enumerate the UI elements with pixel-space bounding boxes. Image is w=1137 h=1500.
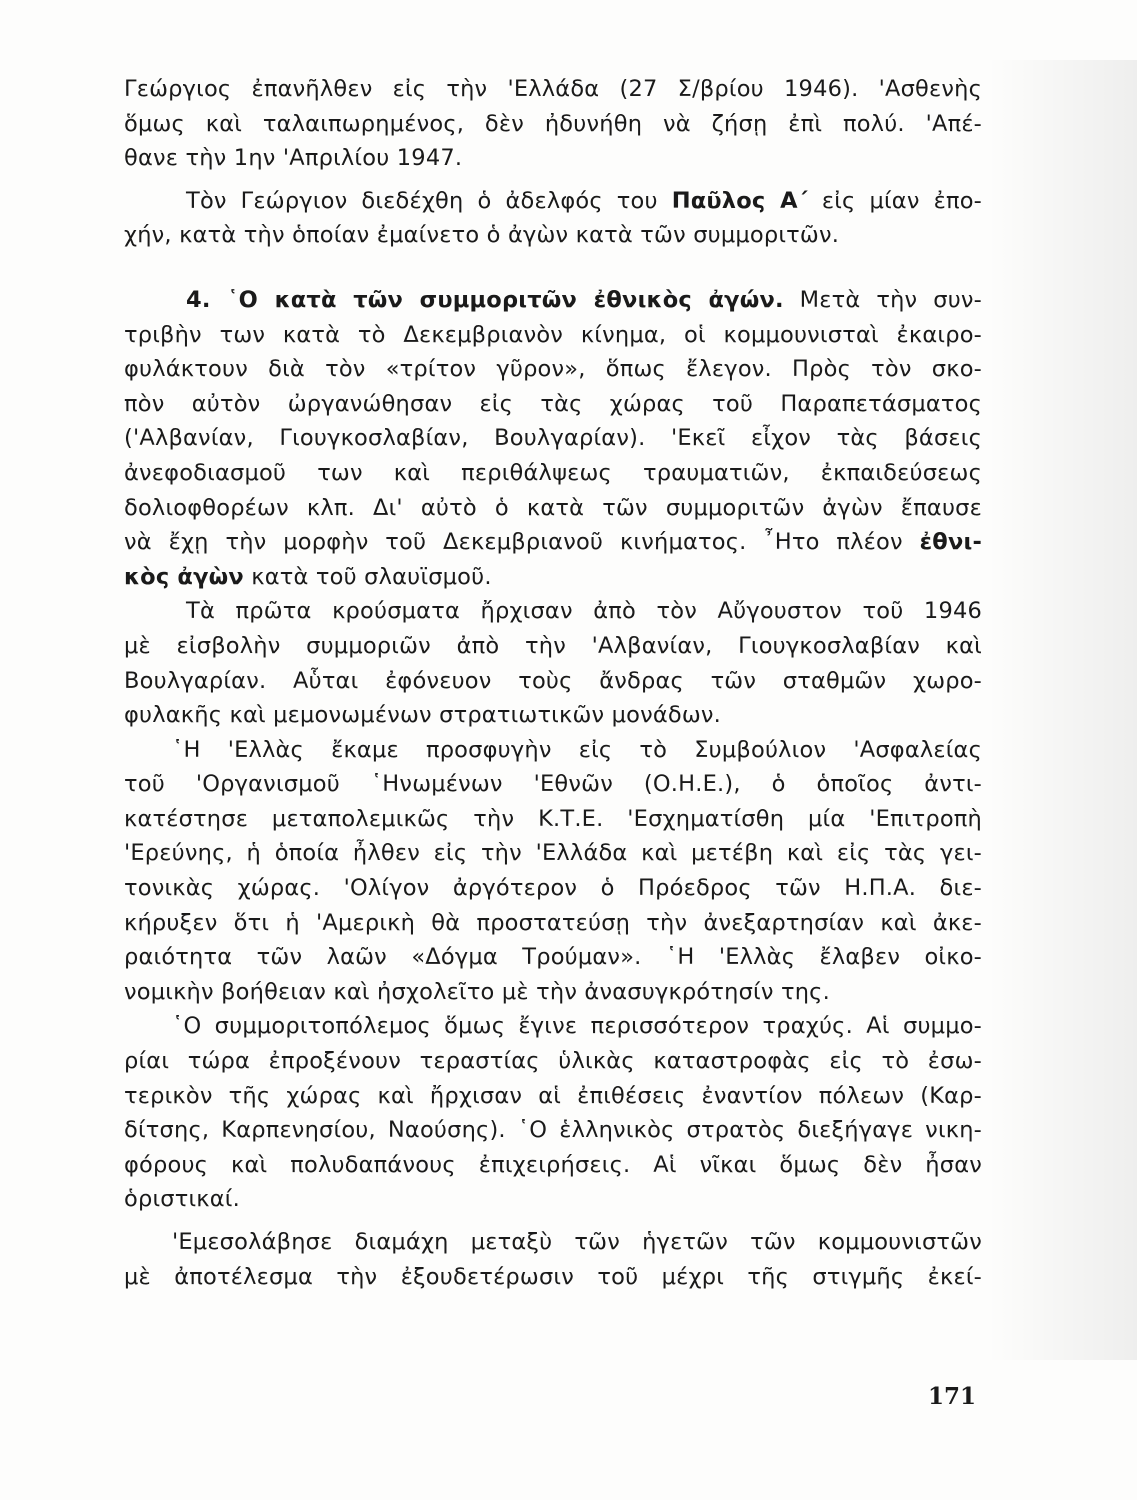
text-line: φυλάκτουν διὰ τὸν «τρίτον γῦρον», ὅπως ἔλεγον. Πρὸς τὸν σκο- [124, 356, 982, 383]
text-line: τερικὸν τῆς χώρας καὶ ἤρχισαν αἱ ἐπιθέσεις ἐναντίον πόλεων (Καρ- [124, 1082, 982, 1109]
text-line: μὲ ἀποτέλεσμα τὴν ἐξουδετέρωσιν τοῦ μέχρι τῆς στιγμῆς ἐκεί- [124, 1263, 982, 1290]
text-line: δολιοφθορέων κλπ. Δι' αὐτὸ ὁ κατὰ τῶν συμμοριτῶν ἀγὼν ἔπαυσε [124, 494, 982, 521]
text-line: ('Αλβανίαν, Γιουγκοσλαβίαν, Βουλγαρίαν). 'Εκεῖ εἶχον τὰς βάσεις [124, 425, 982, 452]
text-line: ῾Η 'Ελλὰς ἔκαμε προσφυγὴν εἰς τὸ Συμβούλιον 'Ασφαλείας [172, 736, 982, 763]
text-line [124, 525, 982, 560]
text-line: θανε τὴν 1ην 'Απριλίου 1947. [124, 145, 463, 172]
text-line: τοῦ 'Οργανισμοῦ ῾Ηνωμένων 'Εθνῶν (Ο.Η.Ε.), ὁ ὁποῖος ἀντι- [124, 771, 982, 798]
text-line: χήν, κατὰ τὴν ὁποίαν ἐμαίνετο ὁ ἀγὼν κατὰ τῶν συμμοριτῶν. [124, 222, 840, 249]
text-line: 'Ερεύνης, ἡ ὁποία ἦλθεν εἰς τὴν 'Ελλάδα καὶ μετέβη καὶ εἰς τὰς γει- [124, 840, 982, 867]
text-line: Γεώργιος ἐπανῆλθεν εἰς τὴν 'Ελλάδα (27 Σ/βρίου 1946). 'Ασθενὴς [124, 76, 982, 102]
text-line: ρίαι τώρα ἐπροξένουν τεραστίας ὑλικὰς καταστροφὰς εἰς τὸ ἐσω- [124, 1048, 982, 1075]
text-line: τονικὰς χώρας. 'Ολίγον ἀργότερον ὁ Πρόεδρος τῶν Η.Π.Α. διε- [124, 875, 982, 902]
text-line: ραιότητα τῶν λαῶν «Δόγμα Τρούμαν». ῾Η 'Ελλὰς ἔλαβεν οἰκο- [124, 944, 982, 971]
text-run: κατὰ τοῦ σλαυϊσμοῦ. [251, 563, 492, 590]
text-run: νὰ ἔχῃ τὴν μορφὴν τοῦ Δεκεμβριανοῦ κινήματος. ῏Ητο πλέον [124, 529, 903, 556]
text-line: Βουλγαρίαν. Αὗται ἐφόνευον τοὺς ἄνδρας τῶν σταθμῶν χωρο- [124, 667, 982, 694]
section-heading: 4. ῾Ο κατὰ τῶν συμμοριτῶν ἐθνικὸς ἀγών. [186, 286, 784, 313]
text-line: Τὰ πρῶτα κρούσματα ἤρχισαν ἀπὸ τὸν Αὔγουστον τοῦ 1946 [186, 598, 982, 625]
text-line: ὁριστικαί. [124, 1186, 240, 1213]
text-line: δίτσης, Καρπενησίου, Ναούσης). ῾Ο ἑλληνικὸς στρατὸς διεξήγαγε νικη- [124, 1117, 982, 1144]
text-line [124, 184, 982, 219]
text-line: ἀνεφοδιασμοῦ των καὶ περιθάλψεως τραυματιῶν, ἐκπαιδεύσεως [124, 459, 982, 486]
text-line: ῾Ο συμμοριτοπόλεμος ὅμως ἔγινε περισσότερον τραχύς. Αἱ συμμο- [172, 1013, 982, 1040]
text-line: 'Εμεσολάβησε διαμάχη μεταξὺ τῶν ἡγετῶν τῶν κομμουνιστῶν [172, 1229, 982, 1255]
text-line: ὅμως καὶ ταλαιπωρημένος, δὲν ἠδυνήθη νὰ ζήσῃ ἐπὶ πολύ. 'Απέ- [124, 110, 982, 137]
body-text [124, 72, 982, 1294]
text-line: φόρους καὶ πολυδαπάνους ἐπιχειρήσεις. Αἱ νῖκαι ὅμως δὲν ἦσαν [124, 1151, 982, 1178]
text-run: εἰς μίαν ἐπο- [821, 187, 982, 214]
text-line: τριβὴν των κατὰ τὸ Δεκεμβριανὸν κίνημα, οἱ κομμουνισταὶ ἐκαιρο- [124, 321, 982, 348]
text-line: νομικὴν βοήθειαν καὶ ἠσχολεῖτο μὲ τὴν ἀνασυγκρότησίν της. [124, 978, 830, 1005]
text-line: πὸν αὐτὸν ὠργανώθησαν εἰς τὰς χώρας τοῦ Παραπετάσματος [124, 390, 982, 417]
text-line: κατέστησε μεταπολεμικῶς τὴν Κ.Τ.Ε. 'Εσχηματίσθη μία 'Επιτροπὴ [124, 805, 982, 832]
show-through-shadow [987, 60, 1137, 1360]
text-line: κήρυξεν ὅτι ἡ 'Αμερικὴ θὰ προστατεύσῃ τὴν ἀνεξαρτησίαν καὶ ἀκε- [124, 909, 982, 936]
emphasis-text: κὸς ἀγὼν [124, 563, 244, 590]
text-line: φυλακῆς καὶ μεμονωμένων στρατιωτικῶν μονάδων. [124, 702, 722, 729]
emphasis-text: ἐθνι- [919, 529, 982, 556]
page-number: 171 [928, 1383, 977, 1410]
text-line [124, 560, 982, 595]
text-run: Τὸν Γεώργιον διεδέχθη ὁ ἀδελφός του [186, 187, 658, 214]
section-heading-line [124, 283, 982, 318]
text-run: Μετὰ τὴν συν- [799, 286, 982, 313]
text-line: μὲ εἰσβολὴν συμμοριῶν ἀπὸ τὴν 'Αλβανίαν, Γιουγκοσλαβίαν καὶ [124, 632, 982, 659]
king-paul-name: Παῦλος Α΄ [671, 187, 808, 214]
